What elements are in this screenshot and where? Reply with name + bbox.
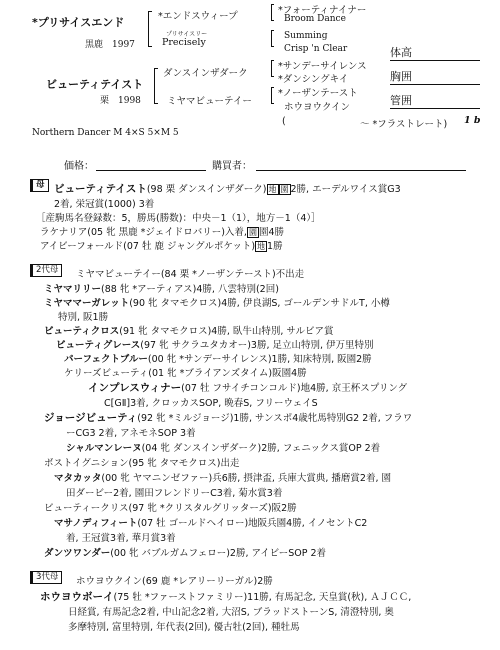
inbreed-text: Northern Dancer M 4×S 5×M 5 (32, 128, 179, 138)
dam2-row-1: ミヤママーガレット(90 牝 タマモクロス)4勝, 伊良湖S, ゴールデンサドルT, 小樽 (44, 298, 390, 309)
label-buyer: 購買者： (212, 161, 252, 172)
dds-name: *ノーザンテースト (278, 88, 358, 99)
dam2-row-9: ジョージビューティ(92 牝 *ミルジョージ)1勝, サンスポ4歳牝馬特別G2 2着, フラワ (44, 412, 413, 424)
dam2-tag: 2代母 (30, 264, 62, 277)
dam1-tag: 母 (30, 179, 49, 192)
dam1-line2: 2着, 栄冠賞(1000) 3着 (54, 199, 155, 210)
dss-name: *サンデーサイレンス (278, 61, 367, 72)
sss-name: *フォーティナイナー (278, 5, 367, 16)
dam2-row-15: ビューティークリス(97 牝 *クリスタルグリッターズ)阪2勝 (44, 503, 297, 514)
ds-name: ダンスインザダーク (163, 68, 248, 79)
sdd-name: Crisp 'n Clear (284, 44, 348, 54)
ss-name: *エンドスウィープ (158, 11, 238, 22)
dam1-headline: ビューティテイスト(98 栗 ダンスインザダーク) 地 園 2勝, エーデルワイス賞G3 (54, 183, 401, 195)
dam3-tag: 3代母 (30, 571, 62, 584)
sds-name: Summing (284, 31, 328, 41)
dam2-row-3: ビューティクロス(91 牝 タマモクロス)4勝, 臥牛山特別, サルビア賞 (44, 326, 334, 337)
dam2-row-11: シャルマンレーヌ(04 牝 ダンスインザダーク)2勝, フェニックス賞OP 2着 (66, 443, 381, 454)
dam2-row-10: ーCG3 2着, アネモネSOP 3着 (66, 428, 196, 439)
sd-ruby: プリサイスリー (166, 31, 208, 38)
tail-line: ～ *フラストレート) (360, 119, 448, 130)
ssd-name: Broom Dance (284, 14, 346, 24)
dam2-row-8: C[GⅡ]3着, クロッカスSOP, 晩春S, フリーウェイS (104, 398, 318, 409)
taikou-underline[interactable] (390, 60, 480, 61)
family-number: 1 b (464, 115, 481, 126)
dam2-row-6: ケリーズビューティ(01 牝 *ブライアンズタイム)阪園4勝 (64, 368, 307, 379)
dam2-row-4: ビューティグレース(97 牝 サクラユタカオー)3勝, 足立山特別, 伊万里特別 (56, 340, 374, 351)
ddd-name: ホウヨウクイン (284, 102, 351, 113)
dam2-row-13: マタカッタ(00 牝 ヤマニンゼファー)兵6勝, 摂津盃, 兵庫大賞典, 播磨賞2着, 園 (54, 473, 392, 484)
dam2-row-18: ダンツワンダー(00 牝 バブルガムフェロー)2勝, アイビーSOP 2着 (44, 548, 327, 559)
label-kyoui: 胸囲 (390, 70, 412, 83)
sonoda-badge: 園 (280, 185, 289, 194)
dam1-summary: ［産駒馬名登録数：5，勝馬(勝数)：中央－1（1），地方－1（4）］ (36, 213, 321, 224)
dam3-row-0: ホウヨウボーイ(75 牡 *ファーストファミリー)11勝, 有馬記念, 天皇賞(秋), ＡＪＣＣ, (40, 591, 412, 603)
price-underline[interactable] (96, 170, 206, 171)
label-taikou: 体高 (390, 46, 412, 59)
dam3-line2: 日経賞, 有馬記念2着, 中山記念2着, 大沼S, ブラッドストーンS, 清澄特別, 奥 (68, 607, 394, 618)
dam2-row-16: マサノディフィート(07 牡 ゴールドヘイロー)地阪兵園4勝, イノセントC2 (54, 518, 368, 529)
sire-info: 黒鹿 1997 (85, 40, 135, 50)
dam2-headline: ミヤマビューテイー(84 栗 *ノーザンテースト)不出走 (76, 269, 305, 280)
dam2-row-17: 着, 王冠賞3着, 華月賞3着 (66, 533, 176, 544)
kan-underline[interactable] (390, 108, 480, 109)
label-price: 価格： (64, 161, 94, 172)
dam1-foal-2: アイビーフォールド(07 牡 鹿 ジャングルポケット) 地 1勝 (40, 241, 283, 252)
dam2-row-7: インプレスウィナー(07 牡 フサイチコンコルド)地4勝, 京王杯スプリング (88, 382, 408, 394)
dam2-row-12: ボストイグニション(95 牝 タマモクロス)出走 (44, 458, 240, 469)
tail-open: ( (282, 116, 286, 127)
dam2-row-0: ミヤマリリー(88 牝 *アーティアス)4勝, 八雲特別(2回) (44, 284, 279, 295)
buyer-underline[interactable] (256, 170, 466, 171)
bracket-sire (148, 11, 149, 47)
label-kan: 管囲 (390, 94, 412, 107)
sire-name: *プリサイスエンド (32, 16, 125, 29)
dam3-headline: ホウヨウクイン(69 鹿 *レアリーリーガル)2勝 (76, 576, 273, 587)
chiho-badge: 地 (268, 185, 277, 194)
dam2-row-5: パーフェクトブルー(00 牝 *サンデーサイレンス)1勝, 知床特別, 阪園2勝 (64, 354, 372, 365)
sd-name: Precisely (162, 37, 206, 48)
dam1-foal-1: ラケナリア(05 牝 黒鹿 *ジェイドロバリー)入着, 園 園4勝 (40, 227, 284, 238)
kyoui-underline[interactable] (390, 84, 480, 85)
dam2-row-14: 田ダービー2着, 園田フレンドリーC3着, 菊水賞3着 (66, 488, 283, 499)
dam2-row-2: 特別, 阪1勝 (58, 312, 109, 323)
dam-name: ビューティテイスト (46, 78, 144, 91)
dam-info: 栗 1998 (100, 96, 141, 106)
dsd-name: *ダンシングキイ (278, 74, 349, 85)
dam3-line3: 多摩特別, 富里特別, 年代表(2回), 優古牡(2回), 種牡馬 (68, 622, 300, 633)
dd-name: ミヤマビューテイー (167, 96, 252, 107)
